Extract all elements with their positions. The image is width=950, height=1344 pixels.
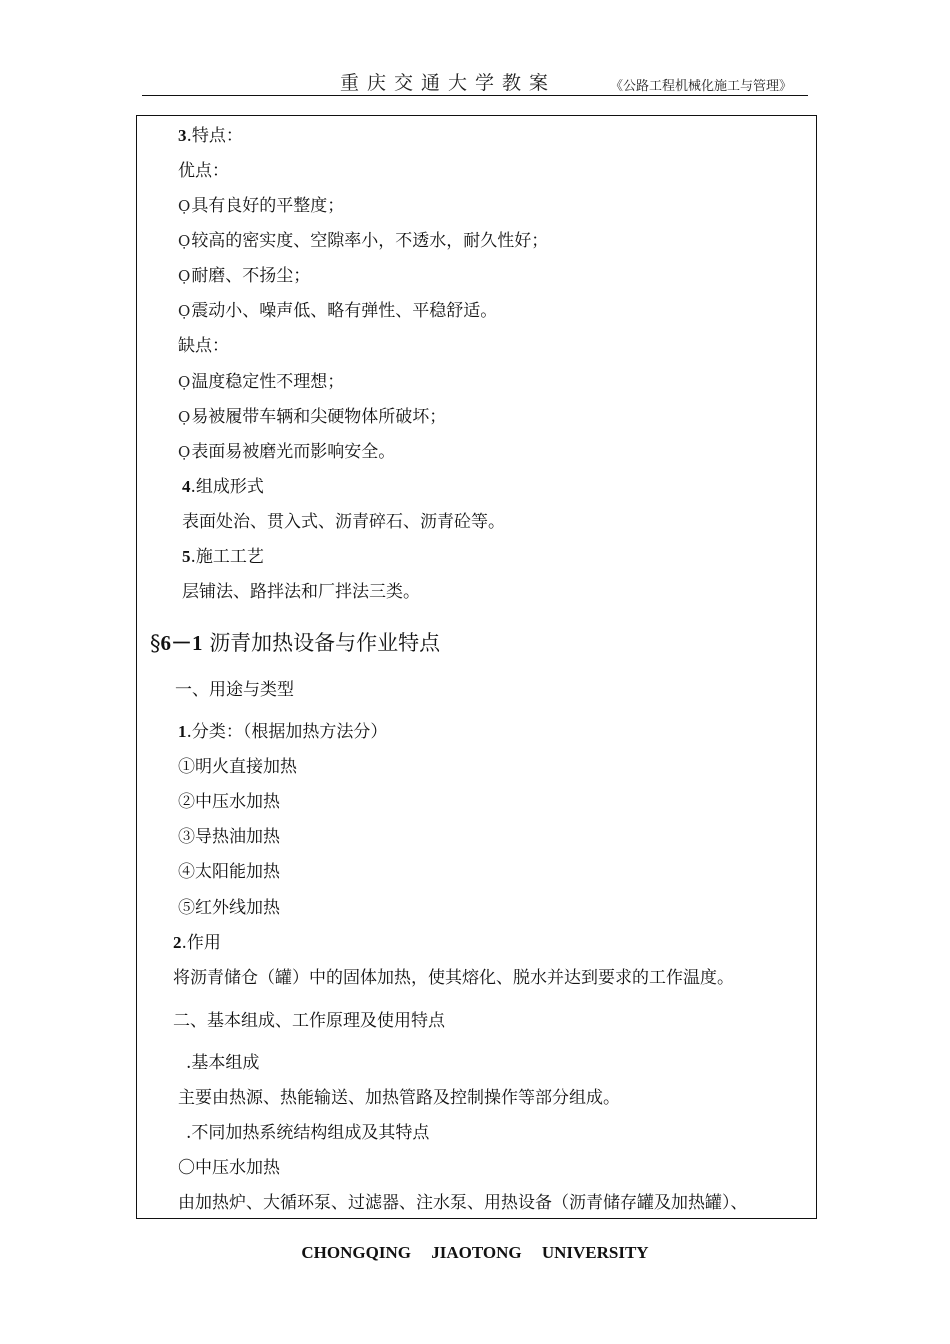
section-number: 6－1 <box>160 631 203 655</box>
header-divider <box>142 95 808 96</box>
list-item-text: 温度稳定性不理想； <box>191 372 345 392</box>
list-item-text: 耐磨、不扬尘； <box>191 266 311 286</box>
list-item: 〇中压水加热 <box>178 1158 280 1178</box>
bullet-icon: Ọ <box>178 197 191 215</box>
heading-features <box>178 125 243 147</box>
list-item <box>178 441 395 463</box>
heading-label: .特点： <box>186 126 243 146</box>
advantages-label: 优点： <box>178 161 229 181</box>
list-item-text: 表面易被磨光而影响安全。 <box>191 442 396 462</box>
part-heading: 一、用途与类型 <box>175 680 294 700</box>
document-header-title: 重庆交通大学教案 <box>340 72 557 94</box>
heading-label: .施工工艺 <box>190 547 264 567</box>
section-title-text: 沥青加热设备与作业特点 <box>209 631 441 655</box>
list-item <box>178 371 344 393</box>
heading-label: .分类：（根据加热方法分） <box>186 722 388 742</box>
bullet-icon: Ọ <box>178 302 191 320</box>
paragraph: 层铺法、路拌法和厂拌法三类。 <box>182 582 420 602</box>
list-item: ⑤红外线加热 <box>178 898 280 918</box>
paragraph: 主要由热源、热能输送、加热管路及控制操作等部分组成。 <box>178 1088 620 1108</box>
subheading-systems: .不同加热系统结构组成及其特点 <box>186 1123 430 1143</box>
list-item <box>178 230 548 252</box>
list-item-text: 易被履带车辆和尖硬物体所破坏； <box>191 407 447 427</box>
heading-number: 3 <box>178 126 187 145</box>
heading-number: 1 <box>178 722 187 741</box>
list-item <box>178 195 344 217</box>
bullet-icon: Ọ <box>178 408 191 426</box>
heading-label: .作用 <box>181 933 221 953</box>
heading-label: .组成形式 <box>190 477 264 497</box>
bullet-icon: Ọ <box>178 267 191 285</box>
section-title <box>150 627 440 657</box>
university-footer: CHONGQING JIAOTONG UNIVERSITY <box>301 1243 649 1262</box>
list-item-text: 震动小、噪声低、略有弹性、平稳舒适。 <box>191 301 498 321</box>
heading-process <box>182 546 264 568</box>
heading-composition <box>182 476 264 498</box>
subheading-classification <box>178 721 387 743</box>
bullet-icon: Ọ <box>178 443 191 461</box>
list-item: ③导热油加热 <box>178 827 280 847</box>
heading-number: 5 <box>182 547 191 566</box>
heading-number: 4 <box>182 477 191 496</box>
list-item <box>178 265 310 287</box>
course-title: 《公路工程机械化施工与管理》 <box>610 79 793 94</box>
list-item <box>178 406 446 428</box>
list-item: ②中压水加热 <box>178 792 280 812</box>
list-item: ①明火直接加热 <box>178 757 297 777</box>
disadvantages-label: 缺点： <box>178 336 229 356</box>
list-item-text: 较高的密实度、空隙率小，不透水，耐久性好； <box>191 231 549 251</box>
list-item: ④太阳能加热 <box>178 862 280 882</box>
subheading-function <box>173 932 221 954</box>
heading-number: 2 <box>173 933 182 952</box>
list-item-text: 具有良好的平整度； <box>191 196 345 216</box>
paragraph: 将沥青储仓（罐）中的固体加热，使其熔化、脱水并达到要求的工作温度。 <box>173 968 734 988</box>
part-heading: 二、基本组成、工作原理及使用特点 <box>173 1011 445 1031</box>
paragraph: 表面处治、贯入式、沥青碎石、沥青砼等。 <box>182 512 505 532</box>
section-symbol: § <box>150 631 161 655</box>
subheading-basic-composition: .基本组成 <box>186 1053 260 1073</box>
list-item <box>178 300 497 322</box>
bullet-icon: Ọ <box>178 373 191 391</box>
paragraph: 由加热炉、大循环泵、过滤器、注水泵、用热设备（沥青储存罐及加热罐）、 <box>178 1193 748 1213</box>
bullet-icon: Ọ <box>178 232 191 250</box>
